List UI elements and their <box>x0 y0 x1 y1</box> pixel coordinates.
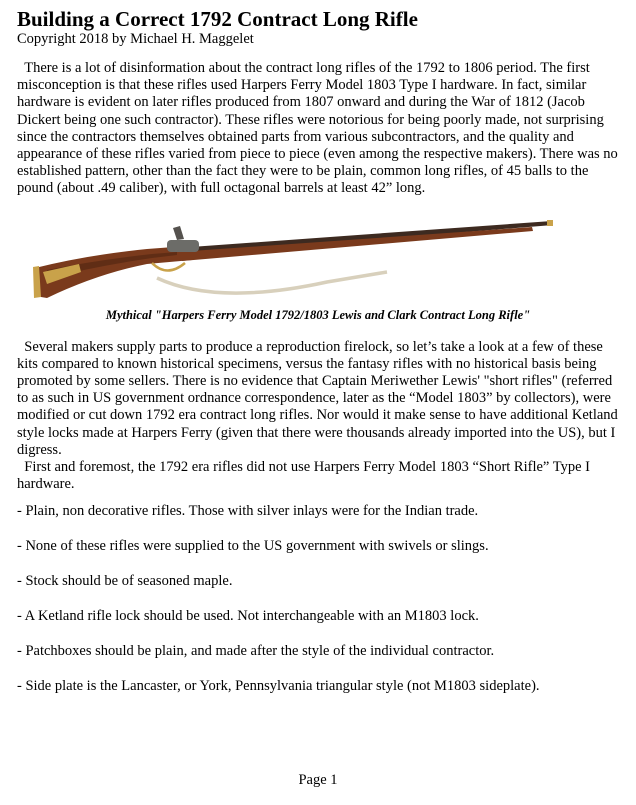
paragraph-3 <box>17 459 619 493</box>
intro-paragraph-text: There is a lot of disinformation about the contract long rifles of the 1792 to 1806 period. The first misconception is that these rifles used Harpers Ferry Model 1803 Type I hardware. In fact, similar hardware is evident on later rifles produced from 1807 onward and during the War of 1812 (Jacob Dickert being one such contractor). These rifles were notorious for being poorly made, not surprising since the contractors themselves obtained parts from various subcontractors, and the quality and appearance of these rifles varied from piece to piece (even among the respective makers). There was no established pattern, other than the fact they were to be plain, common long rifles, of 45 balls to the pound (about .49 caliber), with full octagonal barrels at least 42” long. <box>17 60 618 197</box>
document-page <box>17 8 619 713</box>
list-item: - Patchboxes should be plain, and made after the style of the individual contractor. <box>17 643 495 660</box>
list-item: - None of these rifles were supplied to the US government with swivels or slings. <box>17 538 489 555</box>
rifle-figure <box>17 208 619 308</box>
rifle-muzzle <box>547 220 553 226</box>
copyright-line: Copyright 2018 by Michael H. Maggelet <box>17 31 254 47</box>
list-item: - Plain, non decorative rifles. Those with silver inlays were for the Indian trade. <box>17 503 479 520</box>
intro-paragraph <box>17 60 619 198</box>
paragraph-2 <box>17 339 619 459</box>
list-item: - Stock should be of seasoned maple. <box>17 573 233 590</box>
figure-caption: Mythical "Harpers Ferry Model 1792/1803 Lewis and Clark Contract Long Rifle" <box>105 307 531 322</box>
requirements-list <box>17 503 619 695</box>
document-title: Building a Correct 1792 Contract Long Rifle <box>17 7 418 31</box>
rifle-trigger-guard <box>152 263 185 271</box>
rifle-forestock <box>177 227 533 261</box>
rifle-lock <box>167 240 199 252</box>
rifle-sling <box>157 272 387 293</box>
paragraph-2-text: Several makers supply parts to produce a reproduction firelock, so let’s take a look at a few of these kits compared to known historical specimens, versus the fantasy rifles with no historical basis being promoted by some sellers. There is no evidence that Captain Meriwether Lewis' "short rifles" (referred to as such in US government ordnance correspondence, later as the “Model 1803” by collectors), were modified or cut down 1792 era contract long rifles. Nor would it make sense to have additional Ketland style locks made at Harpers Ferry (given that there were thousands already imported into the US), but I digress. <box>17 338 618 458</box>
list-item: - A Ketland rifle lock should be used. Not interchangeable with an M1803 lock. <box>17 608 479 625</box>
rifle-hammer <box>173 226 184 240</box>
rifle-image <box>27 208 587 308</box>
paragraph-3-text: First and foremost, the 1792 era rifles did not use Harpers Ferry Model 1803 “Short Rifle” Type I hardware. <box>17 459 590 493</box>
page-number: Page 1 <box>298 772 338 788</box>
list-item: - Side plate is the Lancaster, or York, Pennsylvania triangular style (not M1803 sideplate). <box>17 678 540 695</box>
